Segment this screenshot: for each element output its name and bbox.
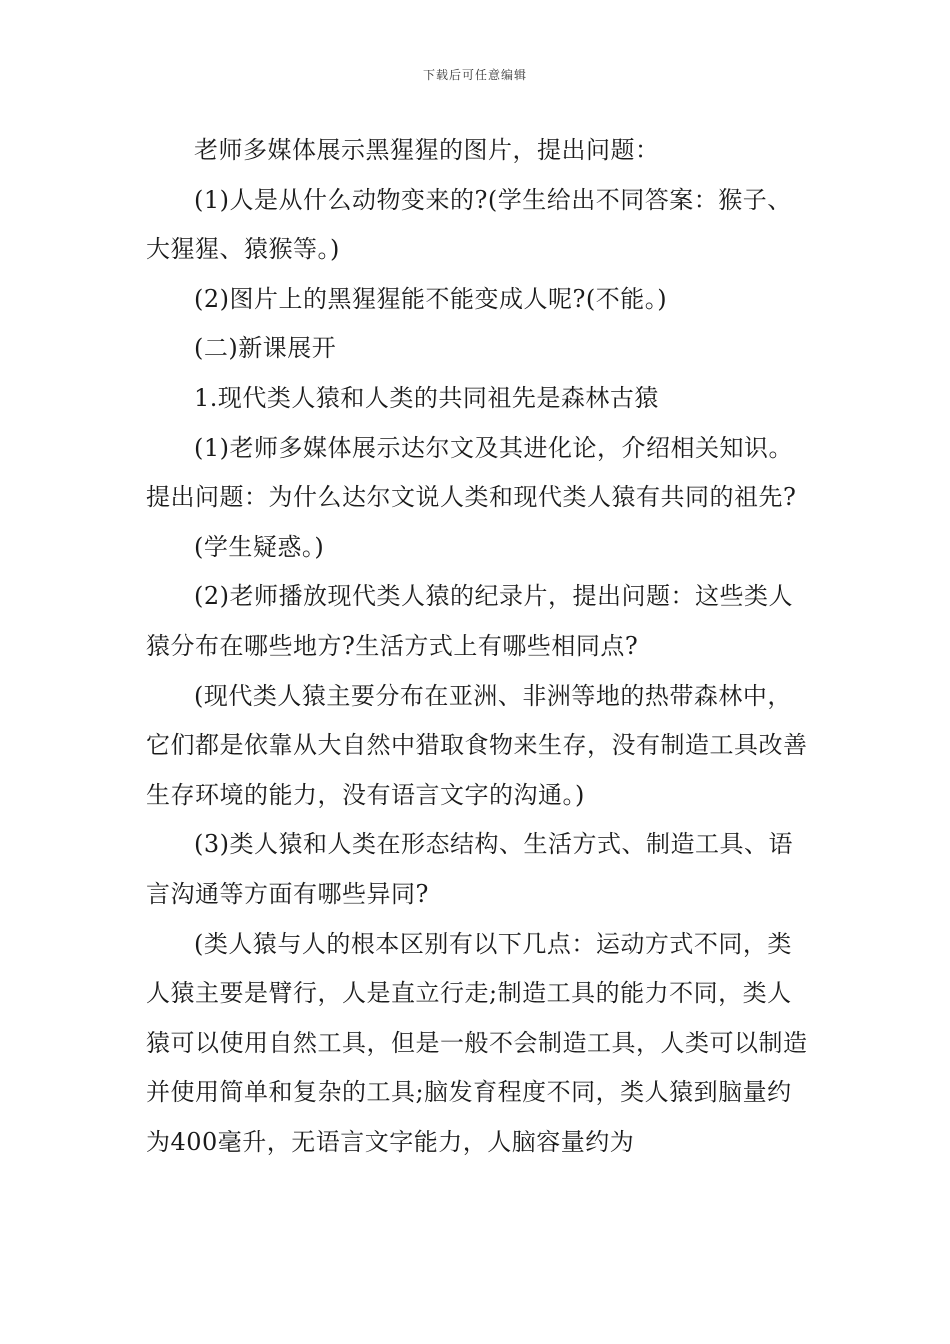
paragraph-question-1: (1)人是从什么动物变来的?(学生给出不同答案：猴子、大猩猩、猿猴等。) [146,185,792,264]
paragraph-question-3: (3)类人猿和人类在形态结构、生活方式、制造工具、语言沟通等方面有哪些异同? [146,830,793,908]
page-header: 下载后可任意编辑 [422,68,527,82]
subsection-heading-1: 1.现代类人猿和人类的共同祖先是森林古猿 [194,383,659,412]
paragraph-documentary: (2)老师播放现代类人猿的纪录片，提出问题：这些类人猿分布在哪些地方?生活方式上有哪些相同点? [146,582,793,660]
section-heading-new-lesson: (二)新课展开 [194,334,337,363]
paragraph-intro: 老师多媒体展示黑猩猩的图片，提出问题： [194,136,660,164]
paragraph-distribution-answer: (现代类人猿主要分布在亚洲、非洲等地的热带森林中，它们都是依靠从大自然中猎取食物来生存，没有制造工具改善生存环境的能力，没有语言文字的沟通。) [146,681,808,809]
paragraph-darwin: (1)老师多媒体展示达尔文及其进化论，介绍相关知识。提出问题：为什么达尔文说人类和现代类人猿有共同的祖先? [146,433,797,512]
paragraph-differences-answer: (类人猿与人的根本区别有以下几点：运动方式不同，类人猿主要是臂行，人是直立行走;制造工具的能力不同，类人猿可以使用自然工具，但是一般不会制造工具，人类可以制造并使用简单和复杂的工具;脑发育程度不同，类人猿到脑量约为400毫升，无语言文字能力，人脑容量约为 [146,929,808,1156]
paragraph-student-doubt: (学生疑惑。) [194,532,325,561]
paragraph-question-2: (2)图片上的黑猩猩能不能变成人呢?(不能。) [194,284,668,313]
document-body [146,126,814,1167]
